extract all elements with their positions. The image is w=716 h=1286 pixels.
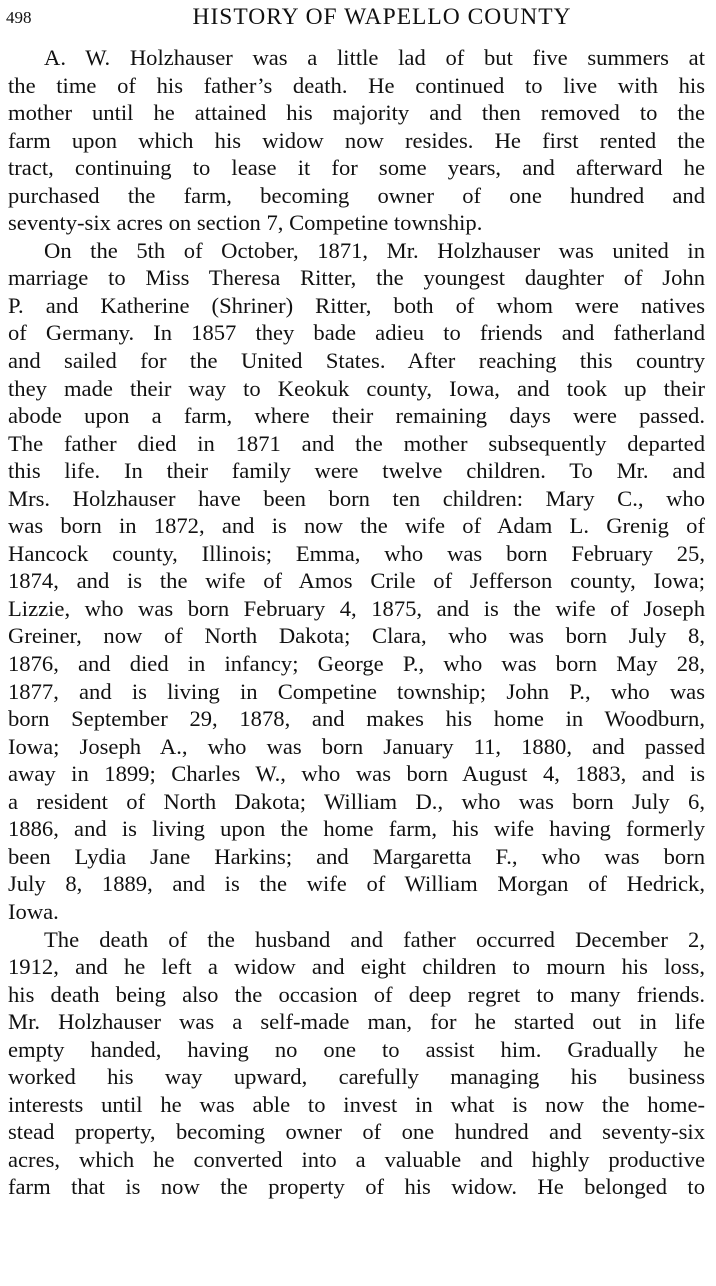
text-line: Mr. Holzhauser was a self-made man, for he started out in life — [8, 1009, 705, 1035]
text-line: farm that is now the property of his widow. He belonged to — [8, 1174, 705, 1200]
text-line: P. and Katherine (Shriner) Ritter, both of whom were natives — [8, 292, 705, 318]
text-line: mother until he attained his majority and then removed to the — [8, 100, 705, 126]
text-line: his death being also the occasion of deep regret to many friends. — [8, 981, 705, 1007]
text-line: abode upon a farm, where their remaining days were passed. — [8, 403, 705, 429]
text-line: marriage to Miss Theresa Ritter, the youngest daughter of John — [8, 265, 705, 291]
paragraph — [8, 237, 705, 926]
text-line: of Germany. In 1857 they bade adieu to friends and fatherland — [8, 320, 705, 346]
text-line: born September 29, 1878, and makes his home in Woodburn, — [8, 706, 705, 732]
paragraph — [8, 44, 705, 237]
text-line: 1912, and he left a widow and eight children to mourn his loss, — [8, 954, 705, 980]
paragraph — [8, 926, 705, 1201]
text-line: farm upon which his widow now resides. He first rented the — [8, 127, 705, 153]
text-line: 1886, and is living upon the home farm, his wife having formerly — [8, 816, 705, 842]
text-line: worked his way upward, carefully managing his business — [8, 1064, 705, 1090]
text-line: The death of the husband and father occurred December 2, — [44, 926, 705, 952]
text-line: Lizzie, who was born February 4, 1875, and is the wife of Joseph — [8, 595, 705, 621]
text-line: this life. In their family were twelve children. To Mr. and — [8, 458, 705, 484]
text-line: interests until he was able to invest in what is now the home- — [8, 1091, 705, 1117]
text-line: 1874, and is the wife of Amos Crile of Jefferson county, Iowa; — [8, 568, 705, 594]
text-line: they made their way to Keokuk county, Iowa, and took up their — [8, 375, 705, 401]
text-line: Hancock county, Illinois; Emma, who was born February 25, — [8, 540, 705, 566]
text-line: stead property, becoming owner of one hundred and seventy-six — [8, 1119, 705, 1145]
text-line: and sailed for the United States. After reaching this country — [8, 348, 705, 374]
text-line: July 8, 1889, and is the wife of William Morgan of Hedrick, — [8, 871, 705, 897]
text-line: purchased the farm, becoming owner of one hundred and — [8, 182, 705, 208]
body-text — [8, 44, 705, 1201]
page-header — [6, 4, 706, 36]
text-line: was born in 1872, and is now the wife of Adam L. Grenig of — [8, 513, 705, 539]
text-line: been Lydia Jane Harkins; and Margaretta F., who was born — [8, 843, 705, 869]
text-line: Greiner, now of North Dakota; Clara, who was born July 8, — [8, 623, 705, 649]
text-line: seventy-six acres on section 7, Competine township. — [8, 210, 483, 236]
text-line: tract, continuing to lease it for some years, and afterward he — [8, 155, 705, 181]
text-line: The father died in 1871 and the mother subsequently departed — [8, 430, 705, 456]
text-line: away in 1899; Charles W., who was born August 4, 1883, and is — [8, 761, 705, 787]
text-line: A. W. Holzhauser was a little lad of but five summers at — [44, 45, 705, 70]
text-line: Mrs. Holzhauser have been born ten children: Mary C., who — [8, 485, 705, 511]
text-line: Iowa. — [8, 898, 59, 924]
text-line: 1877, and is living in Competine township; John P., who was — [8, 678, 705, 704]
page-number: 498 — [6, 8, 32, 27]
text-line: On the 5th of October, 1871, Mr. Holzhauser was united in — [44, 237, 705, 263]
text-line: Iowa; Joseph A., who was born January 11, 1880, and passed — [8, 733, 705, 759]
text-line: empty handed, having no one to assist him. Gradually he — [8, 1036, 705, 1062]
text-line: 1876, and died in infancy; George P., who was born May 28, — [8, 651, 705, 677]
running-head-title: HISTORY OF WAPELLO COUNTY — [192, 4, 572, 30]
text-line: a resident of North Dakota; William D., who was born July 6, — [8, 788, 705, 814]
text-line: the time of his father’s death. He continued to live with his — [8, 72, 705, 98]
text-line: acres, which he converted into a valuable and highly productive — [8, 1146, 705, 1172]
